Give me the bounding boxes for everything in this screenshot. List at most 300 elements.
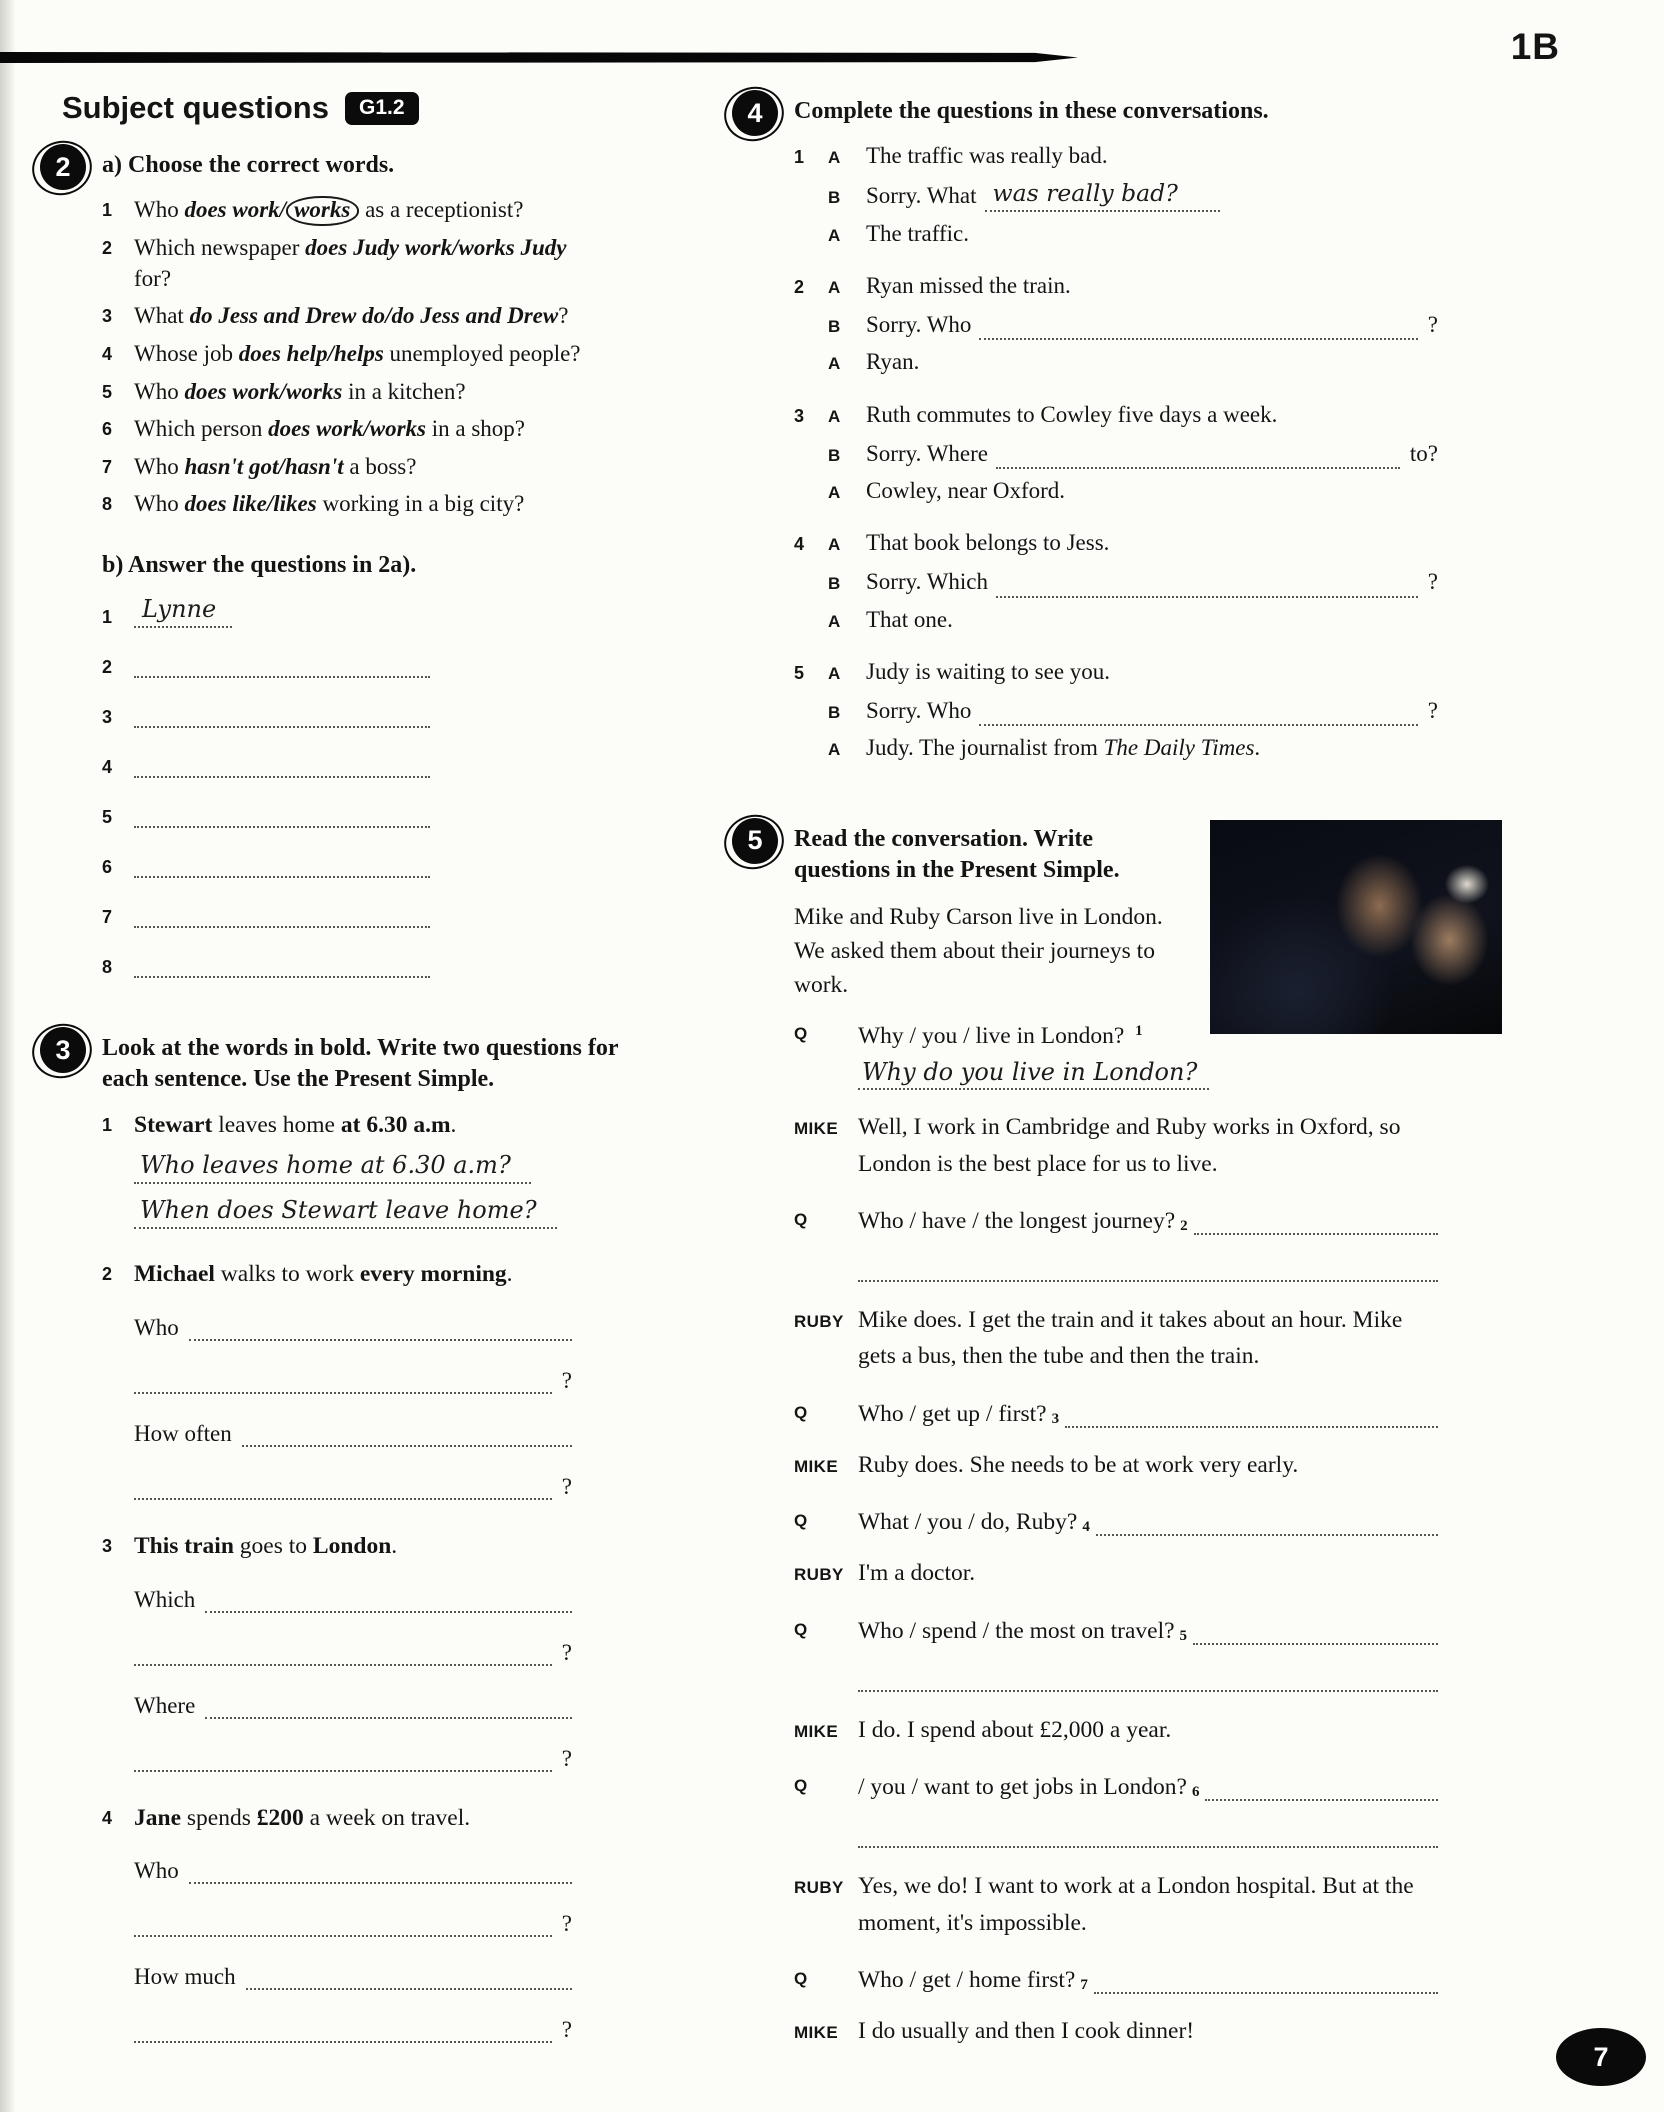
- instruction-text: Answer the questions in 2a).: [128, 551, 417, 578]
- ex3-item-4: [102, 1803, 628, 2057]
- conversation-number: 3: [794, 405, 805, 426]
- question-line: [134, 1354, 572, 1394]
- speaker-label: A: [828, 148, 841, 168]
- dialogue-text: Well, I work in Cambridge and Ruby works in Oxford, so London is the best place for us to live.: [858, 1114, 1401, 1177]
- dialogue-line: [794, 179, 1438, 212]
- item-number: 5: [102, 807, 113, 828]
- answer-blank[interactable]: [1194, 1201, 1438, 1235]
- unit-tag: 1B: [1510, 26, 1560, 67]
- text-fragment: Sorry. Who: [866, 698, 972, 724]
- speaker-label: B: [828, 316, 841, 336]
- conversation-3: [794, 400, 1438, 507]
- question-prompt: Who / get / home first?: [858, 1966, 1076, 1993]
- dialogue-text: Judy is waiting to see you.: [866, 659, 1111, 685]
- prompt-word: Who: [134, 1314, 179, 1340]
- dialogue-line: [794, 308, 1438, 340]
- text-fragment: ?: [558, 303, 569, 329]
- question-prompt: Who / have / the longest journey?: [858, 1208, 1176, 1235]
- dialogue-row: [794, 1109, 1438, 1182]
- mike-ruby-photo: [1210, 820, 1502, 1034]
- choice-options[interactable]: does like/likes: [184, 491, 317, 517]
- text-fragment: Whose job: [134, 341, 239, 367]
- exercise-3-number: 3: [40, 1027, 86, 1073]
- speaker-label: MIKE: [794, 1456, 839, 1476]
- question-row-3: [794, 1394, 1438, 1428]
- text-fragment: ?: [1427, 311, 1438, 337]
- item-number: 7: [102, 907, 113, 928]
- item-text: [134, 301, 602, 332]
- item-number: 3: [102, 1535, 113, 1556]
- answer-row-8: [102, 945, 628, 978]
- speaker-label: RUBY: [794, 1312, 844, 1332]
- text-fragment: Who: [134, 197, 185, 223]
- header-rule: [0, 52, 1078, 63]
- item-body: [134, 1259, 628, 1513]
- item-text: [134, 233, 602, 294]
- speaker-label: B: [828, 188, 841, 208]
- answer-row-6: [102, 845, 628, 878]
- answer-line[interactable]: [134, 945, 430, 978]
- exercise-2-number: 2: [40, 144, 86, 190]
- section-title: Subject questions: [62, 90, 329, 125]
- dialogue-line: [794, 400, 1438, 430]
- text-fragment: What: [134, 303, 190, 329]
- choose-item-5: [102, 377, 602, 408]
- bold-word: Jane: [134, 1804, 181, 1831]
- ex3-item-3: [102, 1531, 628, 1785]
- speaker-label: A: [828, 277, 841, 297]
- item-body: [134, 1531, 628, 1785]
- question-line: [134, 1626, 572, 1666]
- question-prompt: Who / spend / the most on travel?: [858, 1617, 1175, 1644]
- text-fragment: for?: [134, 265, 172, 291]
- text-fragment: .: [391, 1532, 398, 1559]
- part-label: b): [102, 551, 124, 578]
- conversation-number: 1: [794, 147, 805, 168]
- question-line: [134, 1460, 572, 1500]
- conversation-5: [794, 657, 1438, 764]
- exercise-5-title: Read the conversation. Write questions in the Present Simple.: [794, 825, 1120, 883]
- exercise-3: [40, 1025, 628, 2074]
- question-line: [134, 1950, 572, 1990]
- text-fragment: ?: [1427, 569, 1438, 595]
- answer-blank[interactable]: [979, 694, 1417, 726]
- item-text: [134, 195, 602, 226]
- answer-blank[interactable]: [189, 1309, 572, 1341]
- item-number: 6: [102, 419, 113, 440]
- conversation-1: [794, 141, 1438, 249]
- item-text: [134, 339, 602, 370]
- qa-list: [794, 1018, 1438, 2049]
- bold-word: every morning: [359, 1261, 507, 1288]
- answer-blank[interactable]: [205, 1687, 572, 1719]
- question-line: [134, 1301, 572, 1341]
- text-fragment: working in a big city?: [316, 491, 525, 517]
- dialogue-text: Ryan missed the train.: [866, 272, 1071, 298]
- dialogue-text: [866, 308, 1438, 340]
- dialogue-text: Cowley, near Oxford.: [866, 477, 1066, 503]
- choose-item-7: [102, 452, 602, 483]
- blank-number: 4: [1082, 1519, 1090, 1536]
- exercise-2b-title: [102, 550, 628, 581]
- part-label: a): [102, 152, 122, 178]
- item-number: 2: [102, 238, 113, 259]
- item-body: [134, 1110, 628, 1242]
- speaker-label: B: [828, 703, 841, 723]
- blank-number: 6: [1191, 1784, 1200, 1801]
- dialogue-text: Ruby does. She needs to be at work very early.: [858, 1451, 1299, 1478]
- exercise-4-body: [794, 88, 1438, 786]
- answer-row-5: [102, 795, 628, 828]
- answer-blank[interactable]: [1094, 1960, 1438, 1994]
- answer-blank[interactable]: [996, 566, 1418, 598]
- question-prompt: Why / you / live in London?: [858, 1023, 1125, 1050]
- dialogue-line: [794, 733, 1438, 763]
- question-row-5: [794, 1611, 1438, 1645]
- item-number: 3: [102, 306, 113, 327]
- text-fragment: unemployed people?: [383, 341, 581, 367]
- grammar-badge: G1.2: [345, 92, 419, 125]
- conversation-number: 5: [794, 663, 805, 684]
- blank-number: 3: [1051, 1410, 1060, 1427]
- answer-blank[interactable]: [979, 308, 1417, 340]
- answer-blank-continued[interactable]: [858, 1250, 1438, 1282]
- instruction-text: Choose the correct words.: [128, 152, 395, 178]
- exercise-4-number: 4: [732, 90, 778, 136]
- dialogue-line: [794, 219, 1438, 249]
- dialogue-text: The traffic.: [866, 220, 970, 246]
- answer-blank[interactable]: [134, 1362, 552, 1394]
- choose-item-8: [102, 489, 602, 520]
- dialogue-line: [794, 141, 1438, 171]
- item-number: 2: [102, 1264, 113, 1285]
- dialogue-row: [794, 1868, 1438, 1941]
- question-line: [134, 1573, 572, 1613]
- choice-options[interactable]: does work/works: [184, 378, 343, 404]
- answer-blank[interactable]: [134, 1740, 552, 1772]
- answer-line[interactable]: [134, 695, 430, 728]
- blank-number: 5: [1179, 1627, 1188, 1644]
- choice-options[interactable]: does help/helps: [238, 341, 384, 367]
- answer-blank[interactable]: [246, 1958, 572, 1990]
- question-mark: ?: [561, 1911, 572, 1937]
- dialogue-text: I do. I spend about £2,000 a year.: [858, 1716, 1172, 1743]
- dialogue-text: [866, 566, 1438, 598]
- answer-row-3: [102, 695, 628, 728]
- choice-options[interactable]: do Jess and Drew do/do Jess and Drew: [189, 303, 559, 329]
- sentence: [134, 1110, 628, 1142]
- bold-word: at 6.30 a.m: [340, 1111, 451, 1138]
- exercise-2a-title: [102, 150, 628, 181]
- dialogue-line: [794, 437, 1438, 469]
- prompt-word: Which: [134, 1586, 196, 1612]
- question-mark: ?: [561, 1473, 572, 1499]
- bold-word: This train: [134, 1532, 234, 1559]
- circled-answer[interactable]: works: [286, 196, 359, 226]
- q-label: Q: [794, 1024, 808, 1044]
- sentence: [134, 1803, 628, 1835]
- sentence: [134, 1259, 628, 1291]
- item-number: 8: [102, 957, 113, 978]
- text-fragment: Which newspaper: [134, 235, 306, 261]
- answer-blank[interactable]: [1193, 1611, 1438, 1645]
- question-row-2: [794, 1201, 1438, 1235]
- answer-blank[interactable]: [996, 437, 1400, 469]
- choice-options[interactable]: hasn't got/hasn't: [184, 453, 344, 479]
- dialogue-line: [794, 528, 1438, 558]
- item-text: [134, 377, 602, 408]
- item-number: 2: [102, 657, 113, 678]
- text-fragment: Who: [134, 453, 185, 479]
- prompt-word: Who: [134, 1858, 179, 1884]
- dialogue-text: [866, 437, 1438, 469]
- speaker-label: B: [828, 445, 841, 465]
- sentence: [134, 1531, 628, 1563]
- page-number: 7: [1593, 2041, 1609, 2072]
- blank-number: 7: [1080, 1976, 1088, 1993]
- question-row-4: [794, 1502, 1438, 1536]
- q-label: Q: [794, 1402, 808, 1422]
- exercise-5-body: [794, 816, 1438, 2069]
- answer-line[interactable]: [134, 845, 430, 878]
- conversation-number: 2: [794, 276, 805, 297]
- page-edge-shadow: [0, 0, 16, 2112]
- question-prompt: Who / get up / first?: [858, 1400, 1047, 1427]
- dialogue-text: Ryan.: [866, 349, 920, 375]
- bold-word: London: [312, 1532, 392, 1559]
- dialogue-row: [794, 1555, 1438, 1591]
- answer-blank[interactable]: [1065, 1394, 1438, 1428]
- exercise-2-body: [102, 142, 628, 995]
- speaker-label: RUBY: [794, 1878, 844, 1898]
- dialogue-text: Ruth commutes to Cowley five days a week.: [866, 401, 1278, 427]
- dialogue-row: [794, 1447, 1438, 1483]
- item-number: 1: [102, 1114, 113, 1135]
- item-number: 4: [102, 757, 113, 778]
- section-head: [62, 90, 628, 126]
- dialogue-line: [794, 476, 1438, 506]
- question-row-7: [794, 1960, 1438, 1994]
- choose-item-4: [102, 339, 602, 370]
- answer-line[interactable]: [134, 895, 430, 928]
- question-mark: ?: [561, 1367, 572, 1393]
- text-fragment: Sorry. Where: [866, 440, 988, 466]
- text-fragment: Who: [134, 491, 185, 517]
- blank-number: 1: [1135, 1022, 1143, 1039]
- text-fragment: Sorry. What: [866, 183, 977, 209]
- answer-blank[interactable]: [1205, 1767, 1438, 1801]
- question-prompt: What / you / do, Ruby?: [858, 1509, 1078, 1536]
- text-fragment: Which person: [134, 416, 269, 442]
- text-fragment: as a receptionist?: [359, 197, 524, 223]
- speaker-label: RUBY: [794, 1565, 844, 1585]
- speaker-label: A: [828, 482, 841, 502]
- speaker-label: A: [828, 611, 841, 631]
- item-number: 3: [102, 707, 113, 728]
- dialogue-text: [866, 179, 1438, 212]
- text-fragment: .: [1254, 735, 1261, 761]
- exercise-4: [732, 88, 1438, 786]
- item-number: 5: [102, 381, 113, 402]
- handwritten-answer[interactable]: was really bad?: [985, 179, 1220, 212]
- dialogue-text: [866, 733, 1438, 763]
- exercise-4-title: Complete the questions in these conversations.: [794, 98, 1269, 124]
- answer-line[interactable]: Lynne: [134, 595, 232, 628]
- choose-words-list: [102, 195, 602, 520]
- answer-blank[interactable]: [242, 1415, 572, 1447]
- left-column: [40, 90, 628, 2104]
- question-mark: ?: [561, 2017, 572, 2043]
- prompt-word: Where: [134, 1692, 196, 1718]
- q-label: Q: [794, 1210, 808, 1230]
- question-line: [134, 1897, 572, 1937]
- speaker-label: MIKE: [794, 2022, 839, 2042]
- choose-item-2: [102, 233, 602, 294]
- choice-options[interactable]: does work/works: [268, 416, 426, 442]
- dialogue-text: Yes, we do! I want to work at a London hospital. But at the moment, it's impossible.: [858, 1873, 1414, 1936]
- conversation-2: [794, 271, 1438, 378]
- dialogue-line: [794, 347, 1438, 377]
- exercise-5-intro: Mike and Ruby Carson live in London. We asked them about their journeys to work.: [794, 904, 1163, 999]
- dialogue-row: [794, 1302, 1438, 1375]
- ex3-item-2: [102, 1259, 628, 1513]
- text-fragment: in a shop?: [425, 416, 525, 442]
- prompt-word: How often: [134, 1420, 232, 1446]
- answer-blank[interactable]: [1096, 1502, 1438, 1536]
- item-number: 4: [102, 1807, 113, 1828]
- bold-word: Stewart: [134, 1111, 213, 1138]
- item-number: 6: [102, 857, 113, 878]
- text-fragment: walks to work: [214, 1261, 360, 1288]
- choose-item-6: [102, 414, 602, 445]
- exercise-3-title: Look at the words in bold. Write two questions for each sentence. Use the Present Simple.: [102, 1035, 619, 1093]
- question-mark: ?: [561, 1639, 572, 1665]
- q-label: Q: [794, 1776, 808, 1796]
- dialogue-row: [794, 1712, 1438, 1748]
- text-fragment: goes to: [233, 1532, 313, 1559]
- publication-name: The Daily Times: [1103, 735, 1255, 761]
- speaker-label: MIKE: [794, 1721, 839, 1741]
- q-label: Q: [794, 1511, 808, 1531]
- exercise-5-number: 5: [732, 818, 778, 864]
- text-fragment: ?: [1427, 698, 1438, 724]
- dialogue-text: I'm a doctor.: [858, 1560, 976, 1587]
- text-fragment: Who: [134, 378, 185, 404]
- answer-row-1: [102, 595, 628, 628]
- item-number: 4: [102, 344, 113, 365]
- dialogue-text: I do usually and then I cook dinner!: [858, 2017, 1195, 2044]
- dialogue-text: That book belongs to Jess.: [866, 530, 1110, 556]
- answer-row-4: [102, 745, 628, 778]
- dialogue-row: [794, 2013, 1438, 2049]
- speaker-label: A: [828, 664, 841, 684]
- handwritten-answer[interactable]: Why do you live in London?: [858, 1058, 1209, 1090]
- text-fragment: Sorry. Which: [866, 569, 989, 595]
- text-fragment: a week on travel.: [303, 1804, 471, 1831]
- answer-line[interactable]: [134, 745, 430, 778]
- text-fragment: spends: [181, 1804, 257, 1831]
- answer-row-2: [102, 645, 628, 678]
- speaker-label: A: [828, 406, 841, 426]
- page-number-badge: [1556, 2028, 1646, 2086]
- answers-list: [102, 595, 628, 978]
- question-line: [134, 1407, 572, 1447]
- answer-line[interactable]: [134, 645, 430, 678]
- speaker-label: A: [828, 740, 841, 760]
- dialogue-line: [794, 566, 1438, 598]
- dialogue-line: [794, 694, 1438, 726]
- handwritten-answer[interactable]: Who leaves home at 6.30 a.m?: [134, 1151, 531, 1184]
- choice-options[interactable]: does Judy work/works Judy: [305, 235, 567, 261]
- item-number: 1: [102, 200, 113, 221]
- text-fragment: to?: [1409, 440, 1438, 466]
- exercise-3-body: [102, 1025, 628, 2074]
- question-row-6: [794, 1767, 1438, 1801]
- prompt-word: How much: [134, 1964, 236, 1990]
- speaker-label: A: [828, 535, 841, 555]
- item-body: [134, 1803, 628, 2057]
- dialogue-text: The traffic was really bad.: [866, 143, 1108, 169]
- ex3-item-1: [102, 1110, 628, 1242]
- text-fragment: .: [506, 1261, 513, 1288]
- text-fragment: Judy. The journalist from: [866, 735, 1104, 761]
- conversation-4: [794, 528, 1438, 635]
- answer-blank[interactable]: [205, 1581, 572, 1613]
- answer-blank[interactable]: [134, 2011, 552, 2043]
- right-column: [732, 88, 1438, 2098]
- choose-item-1: [102, 195, 602, 226]
- item-text: [134, 489, 602, 520]
- dialogue-line: [794, 605, 1438, 635]
- answer-blank[interactable]: [134, 1905, 552, 1937]
- question-line: [134, 2003, 572, 2043]
- item-number: 1: [102, 607, 113, 628]
- answer-blank[interactable]: [134, 1634, 552, 1666]
- dialogue-text: Mike does. I get the train and it takes about an hour. Mike gets a bus, then the tube and then the train.: [858, 1307, 1403, 1370]
- question-mark: ?: [561, 1745, 572, 1771]
- answer-blank-continued[interactable]: [858, 1816, 1438, 1848]
- bold-word: Michael: [134, 1261, 215, 1288]
- question-prompt: / you / want to get jobs in London?: [858, 1774, 1187, 1801]
- speaker-label: A: [828, 225, 841, 245]
- text-fragment: .: [450, 1111, 457, 1138]
- item-number: 8: [102, 494, 113, 515]
- answer-row-7: [102, 895, 628, 928]
- question-line: [134, 1732, 572, 1772]
- answer-blank-continued[interactable]: [858, 1660, 1438, 1692]
- item-text: [134, 452, 602, 483]
- text-fragment: Sorry. Who: [866, 311, 972, 337]
- speaker-label: MIKE: [794, 1119, 839, 1139]
- answer-blank[interactable]: [189, 1852, 572, 1884]
- dialogue-line: [794, 657, 1438, 687]
- blank-number: 2: [1180, 1218, 1188, 1235]
- answer-line[interactable]: [134, 795, 430, 828]
- exercise-2: [40, 142, 628, 995]
- question-line: [134, 1679, 572, 1719]
- speaker-label: B: [828, 574, 841, 594]
- text-fragment: in a kitchen?: [342, 378, 466, 404]
- choice-options[interactable]: does work/: [184, 197, 287, 223]
- text-fragment: a boss?: [343, 453, 417, 479]
- bold-word: £200: [256, 1804, 304, 1831]
- item-number: 7: [102, 456, 113, 477]
- dialogue-line: [794, 271, 1438, 301]
- handwritten-answer[interactable]: When does Stewart leave home?: [134, 1196, 557, 1229]
- dialogue-text: [866, 694, 1438, 726]
- choose-item-3: [102, 301, 602, 332]
- answer-blank[interactable]: [134, 1468, 552, 1500]
